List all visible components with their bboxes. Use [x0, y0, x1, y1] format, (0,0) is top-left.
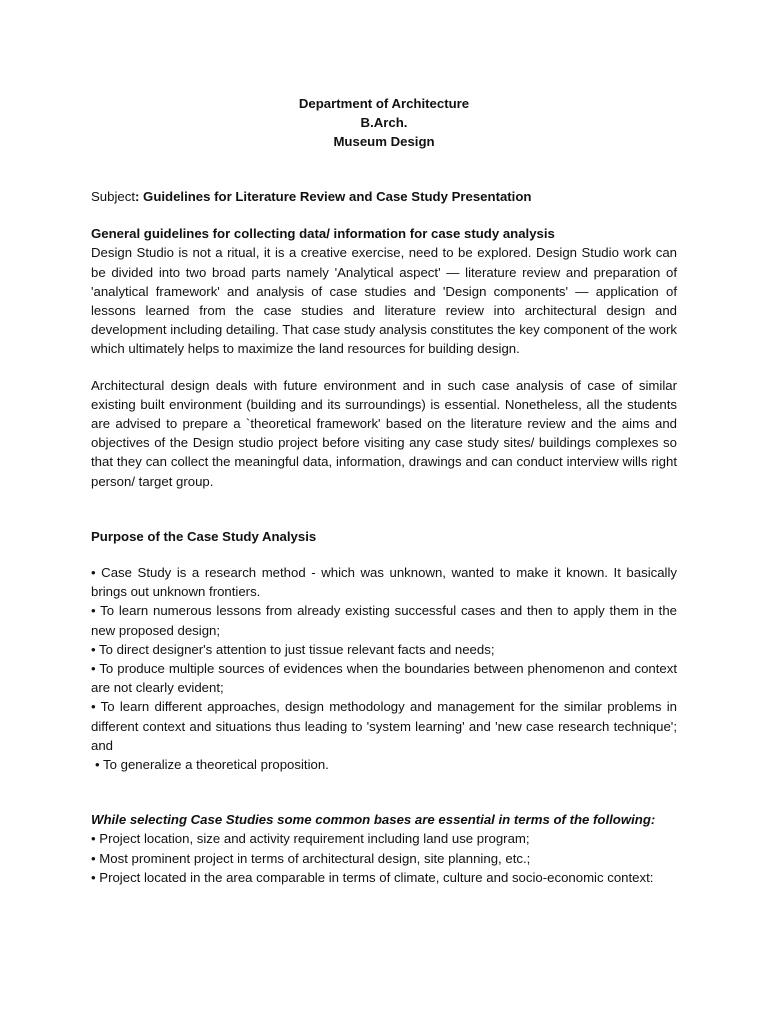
subject-label: Subject: [91, 189, 135, 204]
general-paragraph-1: Design Studio is not a ritual, it is a creative exercise, need to be explored. Design Studio work can be divided into two broad parts namely 'Analytical aspect' — literature review and preparation of 'analytical framework' and analysis of case studies and 'Design components' — application of lessons learned from the case studies and literature review into architectural design and development including detailing. That case study analysis constitutes the key component of the work which ultimately helps to maximize the land resources for building design.: [91, 245, 677, 357]
list-item: • To produce multiple sources of evidences when the boundaries between phenomenon and context are not clearly evident;: [91, 661, 677, 696]
list-item: • To direct designer's attention to just tissue relevant facts and needs;: [91, 641, 495, 657]
department-title: Department of Architecture: [298, 96, 470, 111]
list-item: • Case Study is a research method - which was unknown, wanted to make it known. It basically brings out unknown frontiers.: [91, 565, 677, 600]
list-item: • To generalize a theoretical proposition.: [95, 757, 329, 773]
general-paragraph-2: Architectural design deals with future environment and in such case analysis of case of similar existing built environment (building and its surroundings) is essential. Nonetheless, all the students are advised to prepare a `theoretical framework' based on the literature review and the aims and objectives of the Design studio project before visiting any case study sites/ buildings complexes so that they can collect the meaningful data, information, drawings and can conduct interview wills right person/ target group.: [91, 377, 677, 489]
list-item: • To learn different approaches, design methodology and management for the similar problems in different context and situations thus leading to 'system learning' and 'new case research technique'; and: [91, 699, 677, 753]
general-guidelines-heading: General guidelines for collecting data/ information for case study analysis: [91, 226, 555, 242]
subject-line: [91, 187, 677, 206]
list-item: • Project location, size and activity requirement including land use program;: [91, 831, 530, 847]
document-page: [91, 94, 677, 887]
purpose-heading: Purpose of the Case Study Analysis: [91, 528, 317, 544]
degree-title: B.Arch.: [360, 115, 408, 130]
subject-title: : Guidelines for Literature Review and Case Study Presentation: [135, 189, 532, 204]
list-item: • To learn numerous lessons from already existing successful cases and then to apply them in the new proposed design;: [91, 603, 677, 638]
course-title: Museum Design: [333, 134, 435, 149]
purpose-list: [91, 563, 677, 774]
selecting-heading: While selecting Case Studies some common bases are essential in terms of the following:: [91, 812, 656, 828]
list-item: • Project located in the area comparable in terms of climate, culture and socio-economic context:: [91, 869, 654, 885]
document-header: [91, 94, 677, 151]
list-item: • Most prominent project in terms of architectural design, site planning, etc.;: [91, 850, 531, 866]
selecting-list: [91, 829, 677, 887]
